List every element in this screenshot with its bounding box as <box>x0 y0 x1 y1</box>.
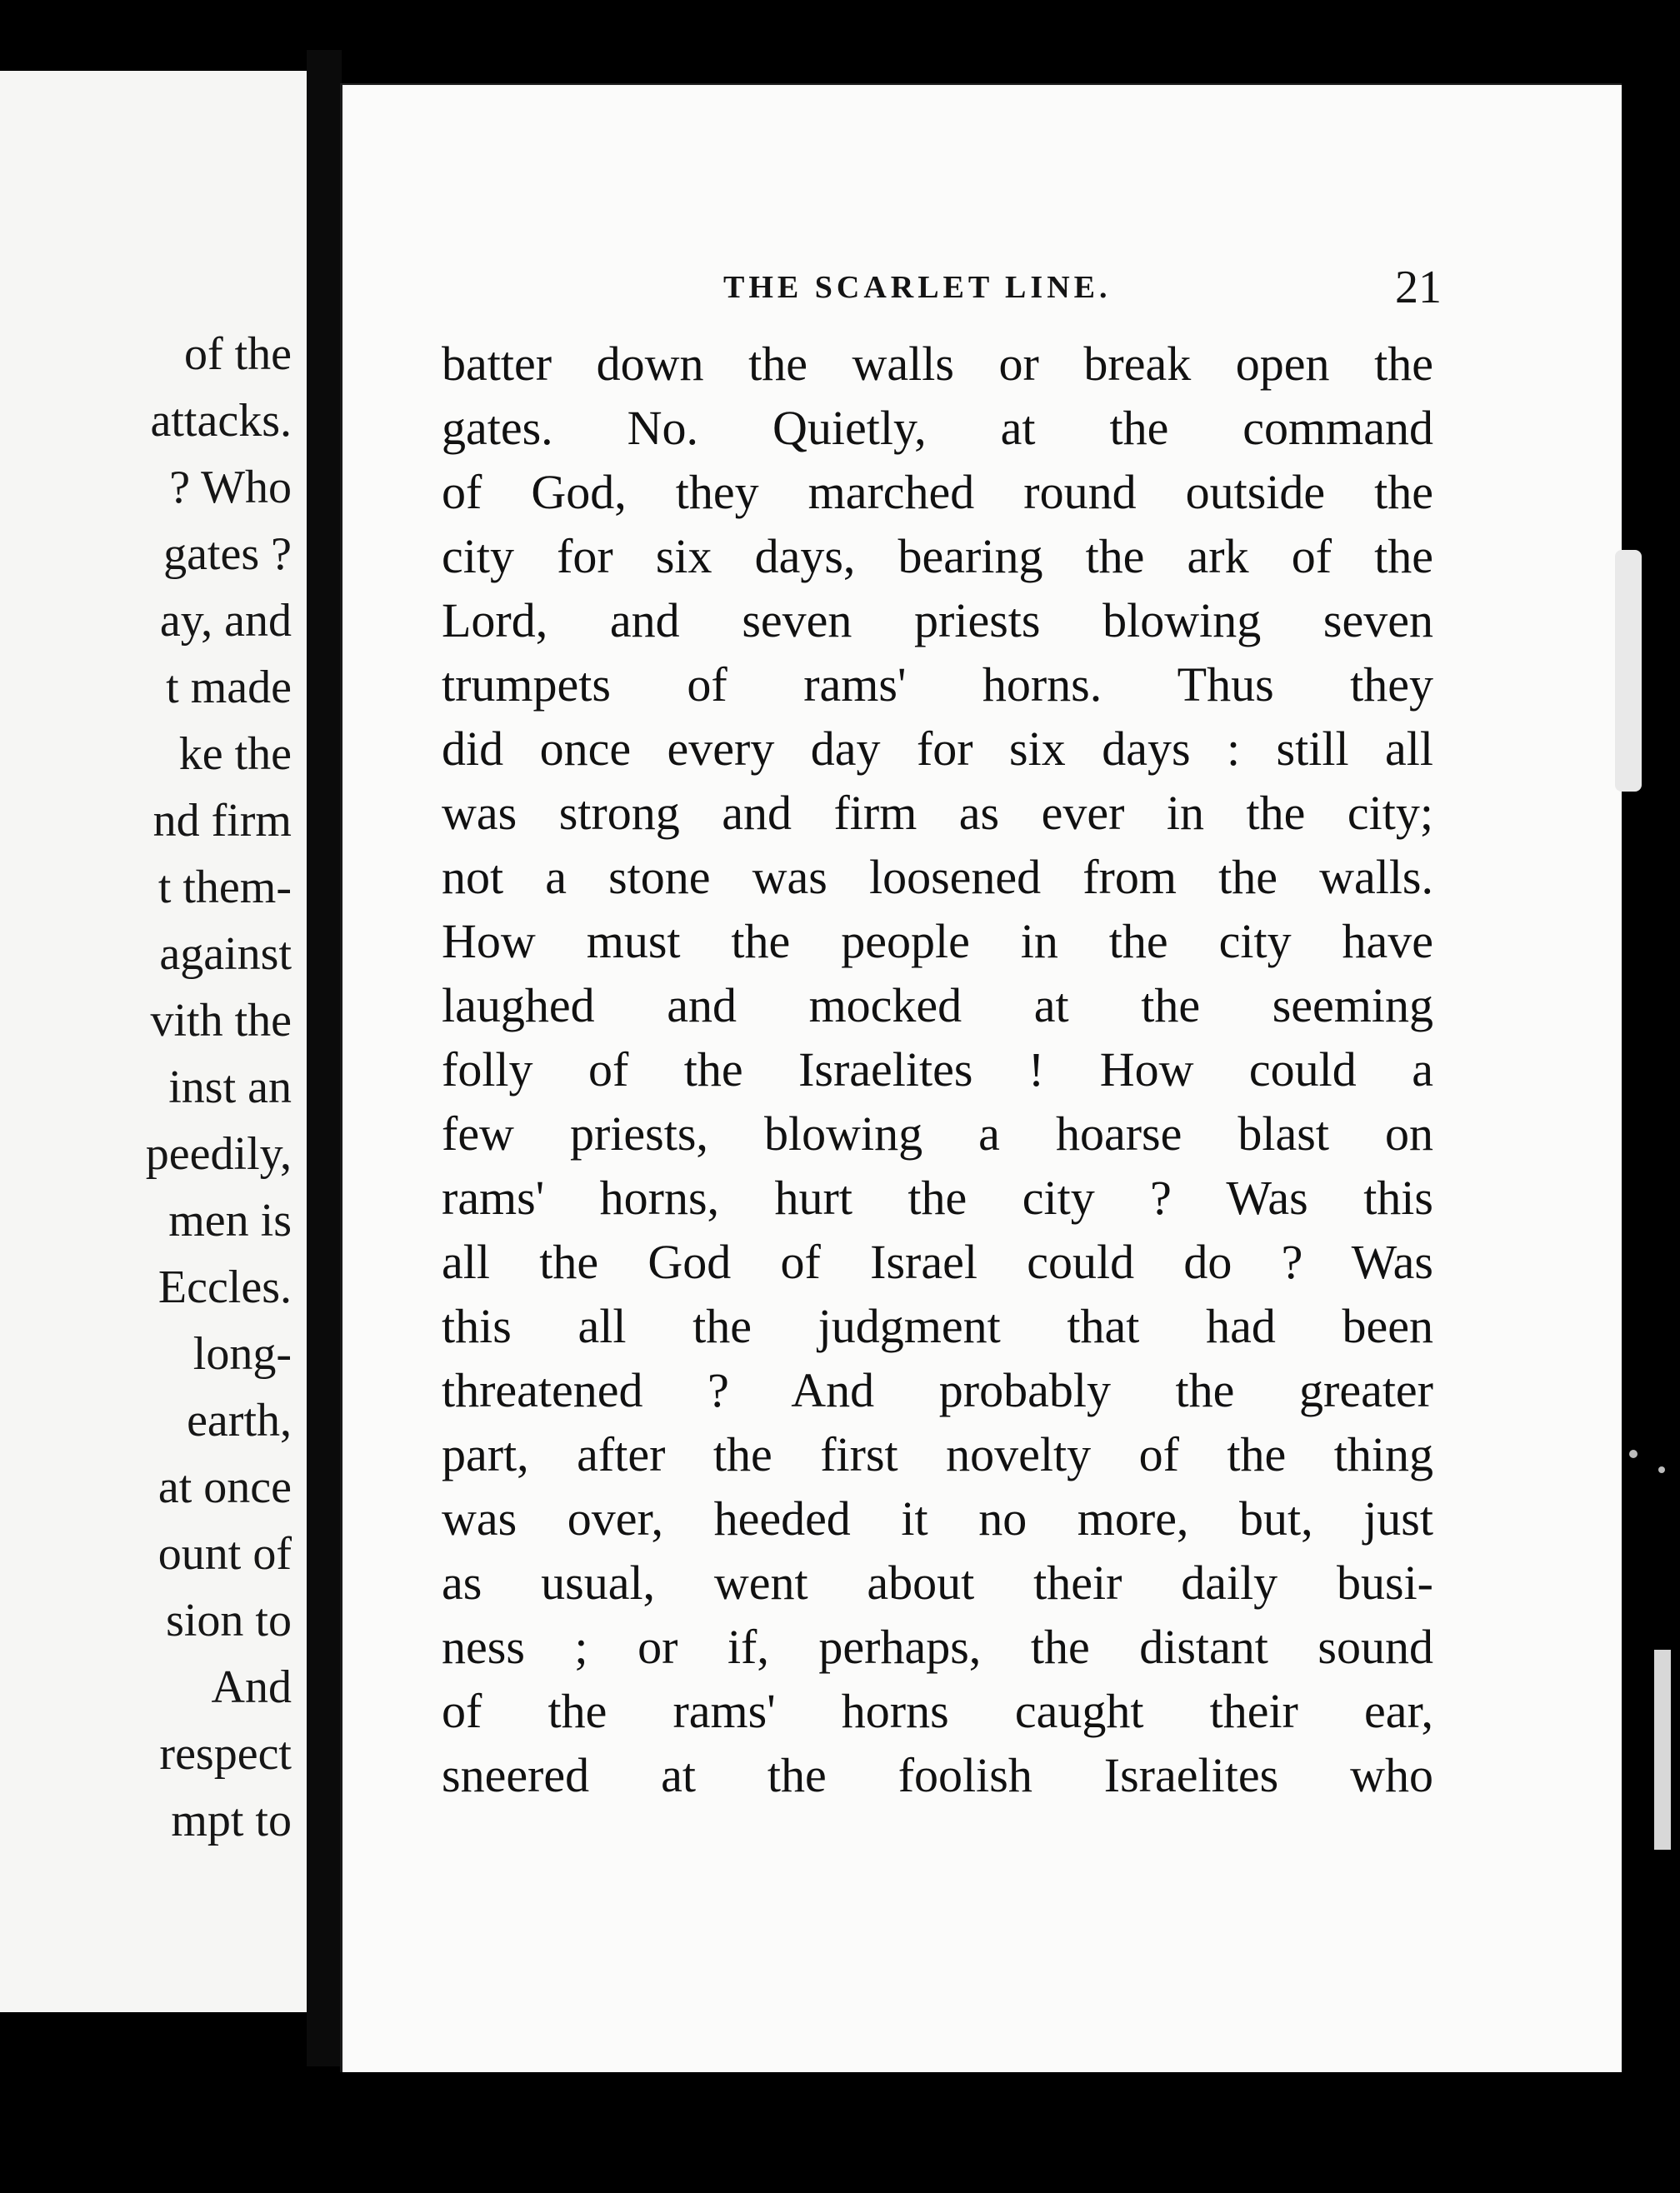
text-line: this all the judgment that had been <box>442 1299 1433 1353</box>
scan-speck <box>1658 1466 1665 1473</box>
left-line: against <box>159 928 292 980</box>
text-line: did once every day for six days : still all <box>442 722 1433 776</box>
text-line: Lord, and seven priests blowing seven <box>442 593 1433 647</box>
book-gutter <box>307 50 342 2066</box>
body-text <box>442 332 1433 1807</box>
left-line: respect <box>159 1728 292 1780</box>
left-page-text <box>0 321 292 1854</box>
left-line: vith the <box>150 995 292 1047</box>
left-line: t them- <box>158 862 292 913</box>
left-line: mpt to <box>171 1795 292 1846</box>
left-line: ke the <box>178 728 292 780</box>
page-number: 21 <box>1395 262 1442 313</box>
text-line: rams' horns, hurt the city ? Was this <box>442 1171 1433 1225</box>
left-line: And <box>211 1661 292 1713</box>
left-line: attacks. <box>150 395 292 447</box>
left-line: at once <box>158 1461 292 1513</box>
text-line: was strong and firm as ever in the city; <box>442 786 1433 840</box>
left-line: long- <box>192 1328 292 1380</box>
running-head: THE SCARLET LINE. <box>723 270 1112 305</box>
left-line: ay, and <box>159 595 292 647</box>
text-line: gates. No. Quietly, at the command <box>442 401 1433 455</box>
text-line: all the God of Israel could do ? Was <box>442 1235 1433 1289</box>
scan-speck <box>1629 1450 1638 1458</box>
left-line: Eccles. <box>158 1261 292 1313</box>
text-line: of God, they marched round outside the <box>442 465 1433 519</box>
left-line: ount of <box>158 1528 292 1580</box>
text-line: ness ; or if, perhaps, the distant sound <box>442 1620 1433 1674</box>
text-line: folly of the Israelites ! How could a <box>442 1042 1433 1096</box>
left-line: sion to <box>166 1595 292 1646</box>
left-line: inst an <box>168 1062 292 1113</box>
text-line: as usual, went about their daily busi- <box>442 1556 1433 1610</box>
text-line: few priests, blowing a hoarse blast on <box>442 1106 1433 1161</box>
left-line: peedily, <box>145 1128 292 1180</box>
page-edge-strip <box>1654 1650 1671 1850</box>
left-line: t made <box>166 662 292 713</box>
text-line: batter down the walls or break open the <box>442 337 1433 391</box>
text-line: trumpets of rams' horns. Thus they <box>442 657 1433 712</box>
text-line: threatened ? And probably the greater <box>442 1363 1433 1417</box>
left-line: of the <box>183 328 292 380</box>
page-edge-tab <box>1615 550 1642 792</box>
text-line: laughed and mocked at the seeming <box>442 978 1433 1032</box>
left-line: earth, <box>187 1395 292 1446</box>
left-line: ? Who <box>169 462 292 513</box>
text-line: sneered at the foolish Israelites who <box>442 1748 1433 1802</box>
left-line: nd firm <box>152 795 292 847</box>
left-page <box>0 71 307 2012</box>
text-line: part, after the first novelty of the thing <box>442 1427 1433 1481</box>
left-line: men is <box>168 1195 292 1246</box>
text-line: How must the people in the city have <box>442 914 1433 968</box>
text-line: city for six days, bearing the ark of the <box>442 529 1433 583</box>
text-line: of the rams' horns caught their ear, <box>442 1684 1433 1738</box>
text-line: was over, heeded it no more, but, just <box>442 1491 1433 1546</box>
text-line: not a stone was loosened from the walls. <box>442 850 1433 904</box>
left-line: gates ? <box>163 528 292 580</box>
